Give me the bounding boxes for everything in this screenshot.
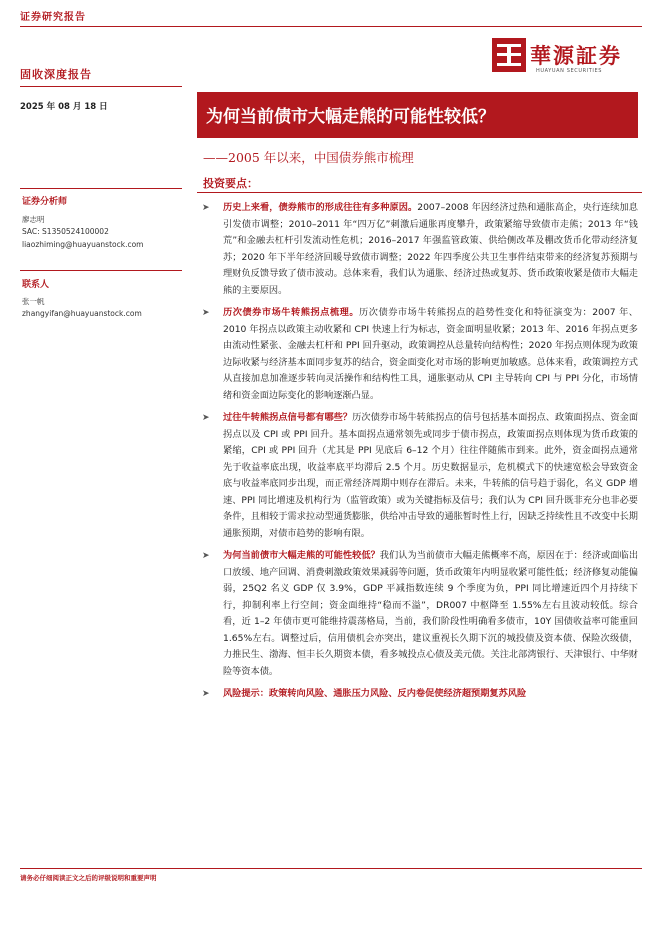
arrow-bullet-icon: ➤ <box>202 689 210 699</box>
arrow-bullet-icon: ➤ <box>202 203 210 213</box>
company-logo <box>492 38 642 88</box>
bullet-text: 2007–2008 年因经济过热和通胀高企，央行连续加息引发债市调整；2010–2011 年“四万亿”刺激后通胀再度攀升，政策紧缩导致债市走熊；2013 年“钱荒”和金融去杠杆引发流动性危机；2016–2017 年强监管政策、供给侧改革及棚改货币化带动经济复苏；2020 年下半年经济回暖导致债市调整；2022 年四季度公共卫生事件结束带来的经济复苏预期与理财负反馈导致了债市波动。总体来看，我们认为通胀、经济过热或复苏、货币政策收紧是债市大幅走熊的主要原因。 <box>223 202 638 296</box>
highlights-body <box>198 200 638 703</box>
footer-divider <box>20 868 642 869</box>
list-item <box>198 686 638 703</box>
arrow-bullet-icon: ➤ <box>202 308 210 318</box>
logo-name-cn: 華源証券 <box>530 43 622 68</box>
bullet-text: 历次债券市场牛转熊拐点的信号包括基本面拐点、政策面拐点、资金面拐点以及 CPI 或 PPI 回升。基本面拐点通常领先或同步于债市拐点，政策面拐点则体现为货币政策的紧缩，CPI 或 PPI 回升（尤其是 PPI 见底后 6–12 个月）往往伴随熊市到来。此外，资金面拐点通常先于收益率底出现，收益率底平均滞后 2.5 个月。历史数据显示，危机模式下的快速宽松会导致资金底与收益率底同步出现，而正常经济周期中则存在滞后。未来，牛转熊的信号趋于弱化，名义 GDP 增速、PPI 同比增速及机构行为（监管政策）或为关键指标及信号；我们认为 CPI 回升既非充分也非必要条件，且相较于需求拉动型通货膨胀，供给冲击导致的通胀暂时性上行，因缺乏持续性且不改变中长期通胀预期，对债市趋势的影响有限。 <box>223 412 639 539</box>
footer-disclaimer: 请务必仔细阅读正文之后的评级说明和重要声明 <box>20 874 157 882</box>
bullet-lead: 过往牛转熊拐点信号都有哪些？ <box>223 412 353 423</box>
arrow-bullet-icon: ➤ <box>202 551 210 561</box>
contact-name: 张一帆 <box>22 297 45 306</box>
list-item <box>198 410 638 542</box>
bullet-lead: 历次债券市场牛转熊拐点梳理。 <box>223 307 360 318</box>
analyst-sac: SAC: S1350524100002 <box>22 227 109 236</box>
list-item <box>198 200 638 299</box>
list-item <box>198 548 638 680</box>
page-title: 为何当前债市大幅走熊的可能性较低？ <box>206 107 495 127</box>
page-subtitle: ——2005 年以来，中国债券熊市梳理 <box>203 150 414 165</box>
analyst-email[interactable]: liaozhiming@huayuanstock.com <box>22 240 144 249</box>
logo-name-en: HUAYUAN SECURITIES <box>536 68 603 74</box>
highlights-heading: 投资要点： <box>203 177 258 190</box>
report-type-divider <box>20 86 182 87</box>
highlights-divider <box>197 192 642 193</box>
bullet-text: 我们认为当前债市大幅走熊概率不高，原因在于：经济或面临出口放缓、地产回调、消费刺激政策效果减弱等问题，货币政策年内明显收紧可能性低；经济修复动能偏弱，25Q2 名义 GDP 仅 3.9%，GDP 平减指数连续 9 个季度为负，PPI 同比增速近四个月持续下行，抑制利率上行空间；资金面维持“稳而不溢”，DR007 中枢降至 1.55%左右且波动较低。综合看，近 1–2 年债市更可能维持震荡格局，当前，我们阶段性明确看多债市，10Y 国债收益率可能重回 1.65%左右。调整过后，信用债机会亦突出，建议重视长久期下沉的城投债及资本债、保险次级债，力推民生、渤海、恒丰长久期资本债，看多城投点心债及美元债。关注北部湾银行、天津银行、中华财险等资本债。 <box>223 550 639 677</box>
bullet-lead: 为何当前债市大幅走熊的可能性较低？ <box>223 550 380 561</box>
risk-warning: 风险提示：政策转向风险、通胀压力风险、反内卷促使经济超预期复苏风险 <box>223 688 527 699</box>
contact-divider <box>20 270 182 271</box>
contact-email[interactable]: zhangyifan@huayuanstock.com <box>22 309 142 318</box>
analyst-heading: 证券分析师 <box>22 197 68 207</box>
analyst-name: 廖志明 <box>22 215 45 224</box>
list-item <box>198 305 638 404</box>
report-date: 2025 年 08 月 18 日 <box>20 102 108 112</box>
bullet-text: 历次债券市场牛转熊拐点的趋势性变化和特征演变为：2007 年、2010 年拐点以政策主动收紧和 CPI 快速上行为标志，资金面明显收紧；2013 年、2016 年拐点更多由流动性紧张、金融去杠杆和 PPI 回升驱动，政策调控从总量转向结构性；2020 年拐点则体现为政策边际收紧与经济基本面同步复苏的结合，资金面变化对市场的影响更加敏感。总体来看，政策调控方式从直接加息加准逐步转向灵活操作和结构性工具，通胀驱动从 CPI 主导转向 CPI 与 PPI 分化，市场情绪和资金面边际变化的影响逐渐凸显。 <box>223 307 638 401</box>
document-type-label: 证券研究报告 <box>20 12 86 23</box>
contact-heading: 联系人 <box>22 280 50 290</box>
title-banner <box>197 92 638 138</box>
bullet-lead: 历史上来看，债券熊市的形成往往有多种原因。 <box>223 202 418 213</box>
logo-mark-icon <box>492 38 526 72</box>
arrow-bullet-icon: ➤ <box>202 413 210 423</box>
report-type: 固收深度报告 <box>20 68 92 81</box>
analyst-divider <box>20 188 182 189</box>
header-divider <box>20 26 642 27</box>
